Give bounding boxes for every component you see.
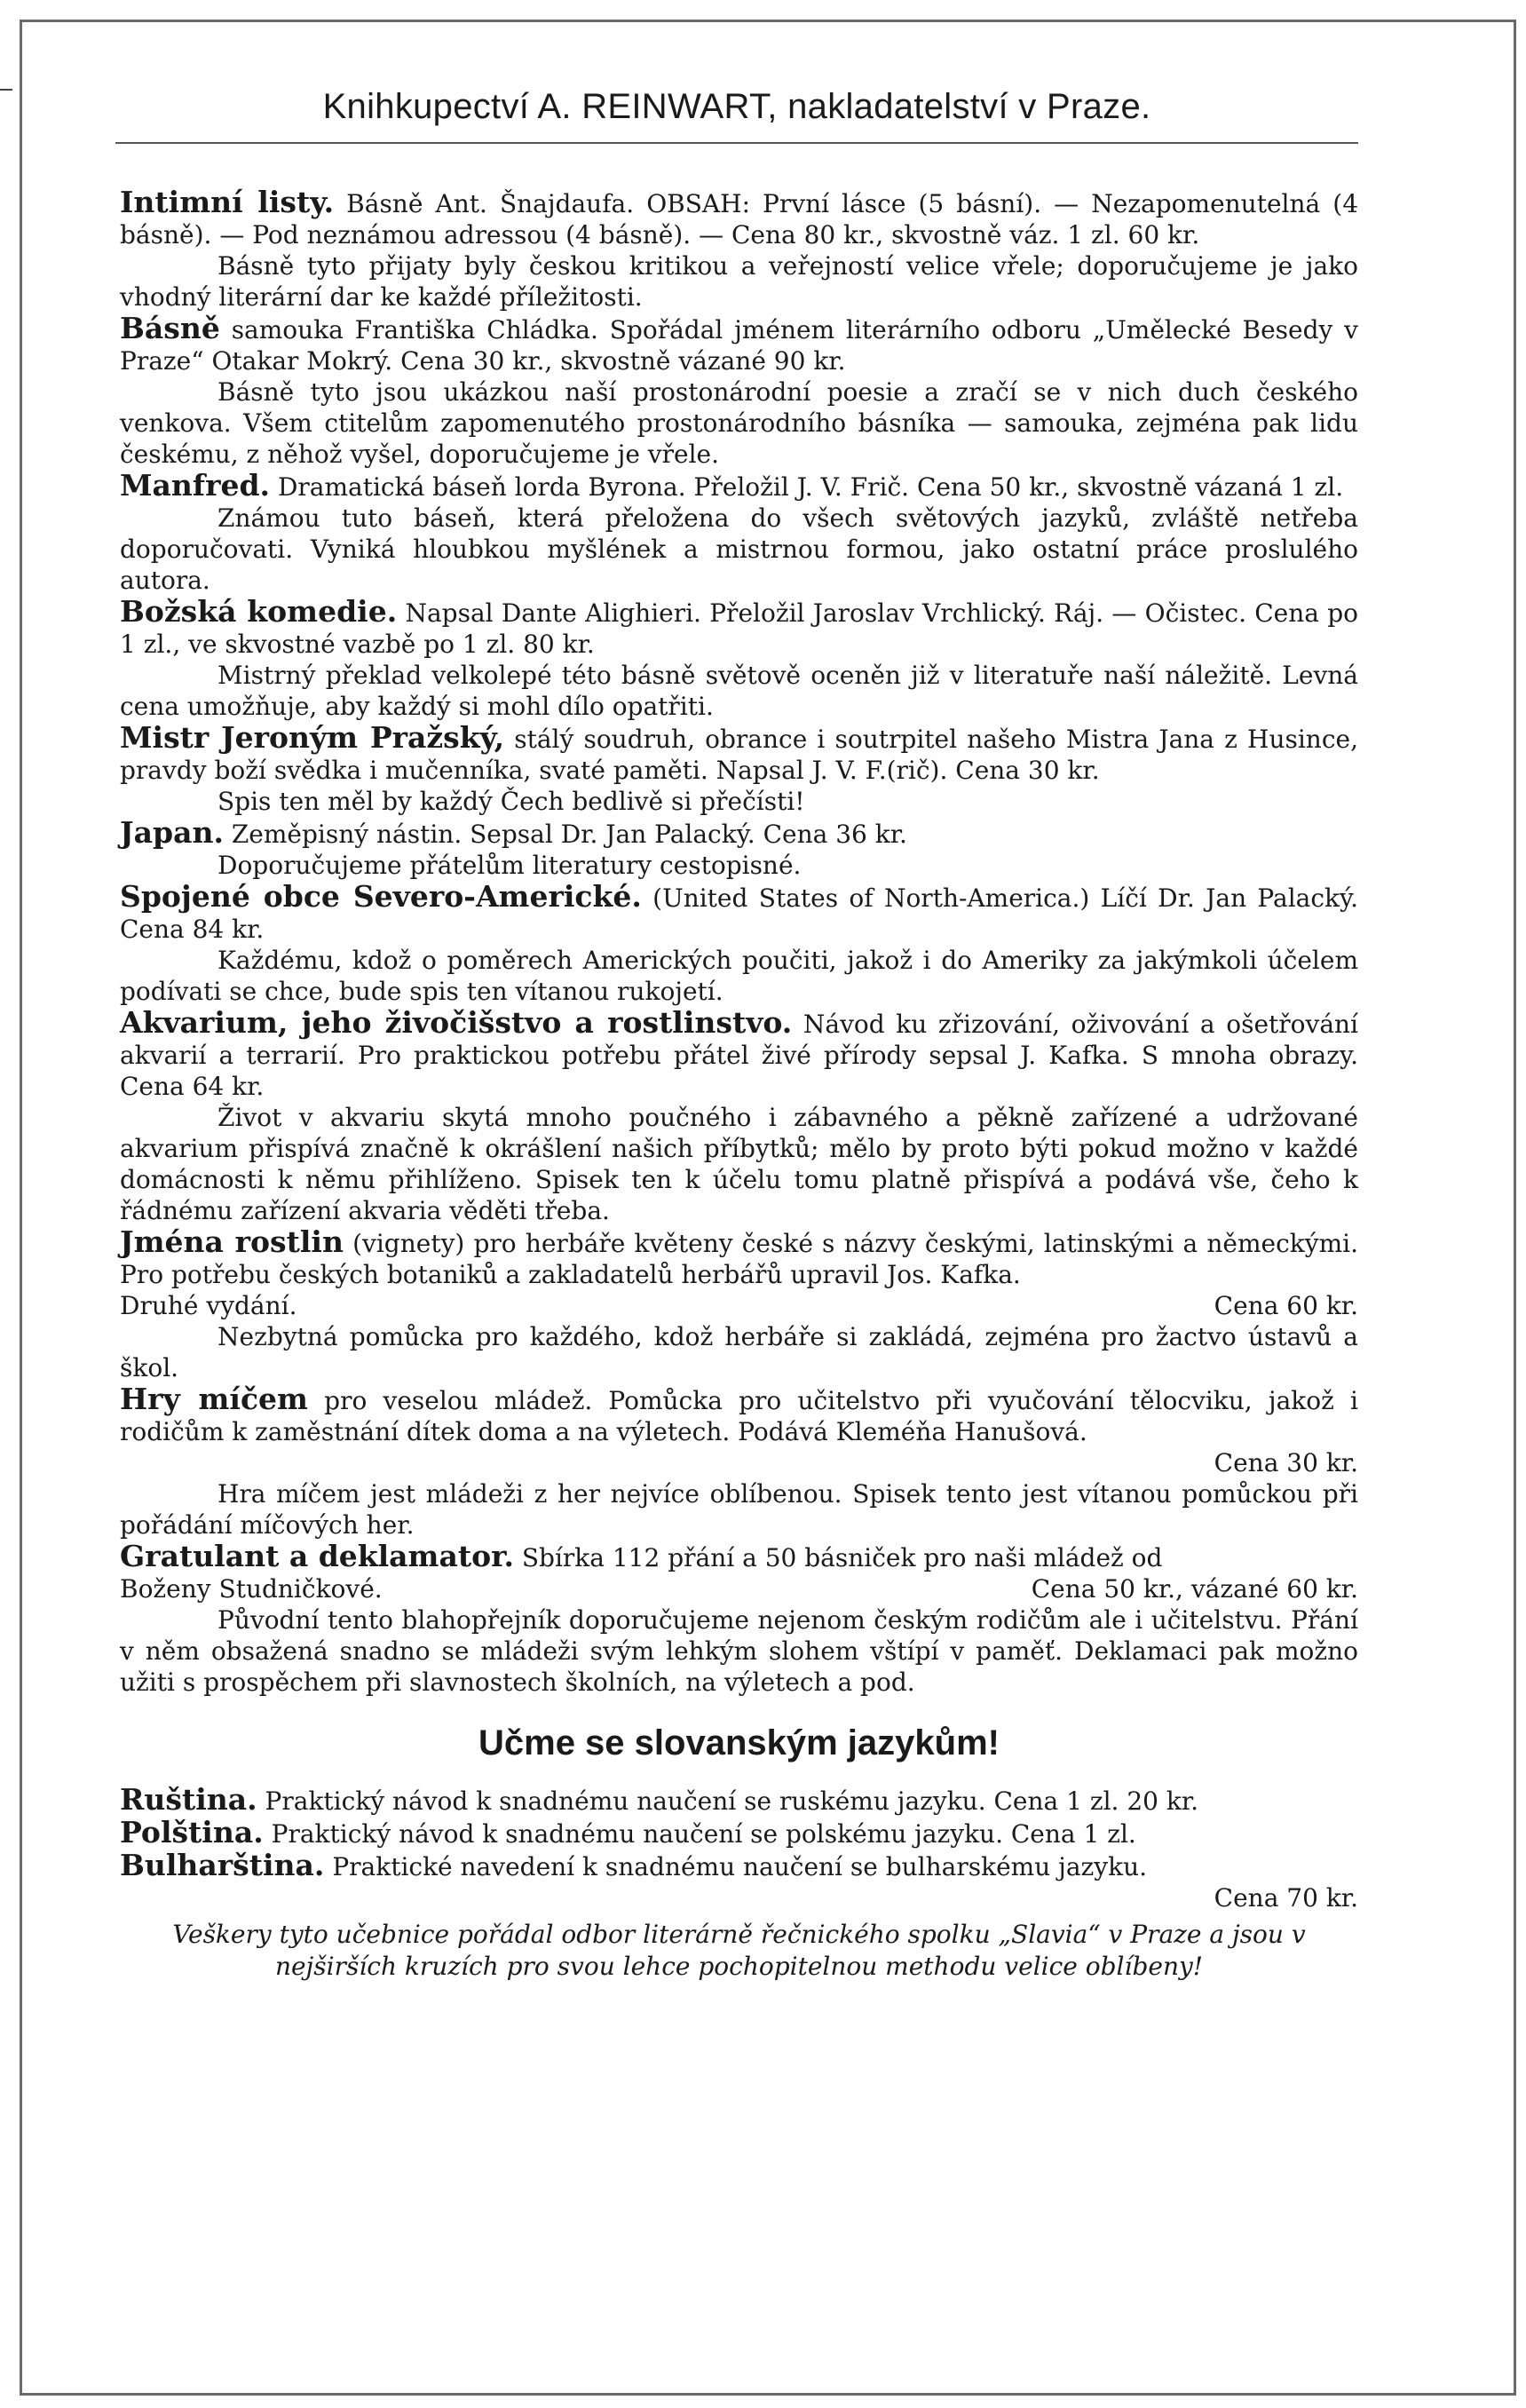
entry-title: Intimní listy. [120, 185, 335, 219]
language-entry [120, 1817, 1358, 1850]
page-header: Knihkupectví A. REINWART, nakladatelství v Praze. [322, 87, 1151, 126]
catalog-entry [120, 186, 1358, 313]
language-text: Praktické navedení k snadnému naučení se bulharskému jazyku. [332, 1852, 1147, 1881]
language-price: Cena 70 kr. [1214, 1883, 1358, 1913]
language-title: Ruština. [120, 1782, 257, 1817]
entry-title: Manfred. [120, 468, 271, 503]
entry-description: Doporučujeme přátelům literatury cestopisné. [217, 851, 802, 880]
catalog-entry [120, 1007, 1358, 1226]
language-text: Praktický návod k snadnému naučení se ruskému jazyku. Cena 1 zl. 20 kr. [265, 1786, 1199, 1816]
entry-description: Život v akvariu skytá mnoho poučného i zábavného a pěkně zařízené a udržované akvarium přispívá značně k okrášlení našich příbytků; mělo by proto býti pokud možno v každé domácnosti k němu přihlíženo. Spisek ten k účelu tomu platně přispívá a podává vše, čeho k řádnému zařízení akvaria věděti třeba. [120, 1103, 1358, 1225]
entry-title: Akvarium, jeho živočišstvo a rostlinstvo. [120, 1005, 793, 1040]
entry-text: Sbírka 112 přání a 50 básniček pro naši mládež od [521, 1543, 1163, 1572]
entry-text: Zeměpisný nástin. Sepsal Dr. Jan Palacký. Cena 36 kr. [231, 820, 907, 849]
catalog-entry [120, 1541, 1358, 1698]
catalog-entry [120, 596, 1358, 722]
language-title: Bulharština. [120, 1848, 325, 1882]
entry-description: Básně tyto přijaty byly českou kritikou a veřejností velice vřele; doporučujeme je jako vhodný literární dar ke každé příležitosti. [120, 251, 1358, 312]
entry-title: Jména rostlin [120, 1224, 344, 1259]
entry-description: Básně tyto jsou ukázkou naší prostonárodní poesie a zračí se v nich duch českého venkova. Všem ctitelům zapomenutého prostonárodního básníka — samouka, zejména pak lidu českému, z něhož vyšel, doporučujeme je vřele. [120, 377, 1358, 469]
entry-text: pro veselou mládež. Pomůcka pro učitelstvo při vyučování tělocviku, jakož i rodičům k zaměstnání dítek doma a na výletech. Podává Kleméňa Hanušová. [120, 1386, 1358, 1446]
entry-title: Božská komedie. [120, 594, 398, 629]
entry-text: (vignety) pro herbáře květeny české s názvy českými, latinskými a německými. Pro potřebu českých botaniků a zakladatelů herbářů upravil Jos. Kafka. [120, 1229, 1358, 1289]
catalog-entry [120, 881, 1358, 1007]
margin-mark [0, 89, 12, 91]
catalog-entry [120, 470, 1358, 596]
entry-text: Dramatická báseň lorda Byrona. Přeložil J. V. Frič. Cena 50 kr., skvostně vázaná 1 zl. [277, 472, 1344, 502]
entry-title: Hry míčem [120, 1382, 308, 1416]
entry-edition: Druhé vydání. [120, 1291, 297, 1320]
entry-title: Japan. [120, 815, 224, 850]
entry-title: Mistr Jeroným Pražský, [120, 720, 505, 755]
entry-description: Mistrný překlad velkolepé této básně světově oceněn již v literatuře naší náležitě. Levná cena umožňuje, aby každý si mohl dílo opatřiti. [120, 661, 1358, 721]
entry-text: stálý soudruh, obrance i soutrpitel našeho Mistra Jana z Husince, pravdy boží svědka i mučenníka, svaté paměti. Napsal J. V. F.(rič). Cena 30 kr. [120, 725, 1358, 785]
catalog-entry [120, 1383, 1358, 1541]
entry-description: Hra míčem jest mládeži z her nejvíce oblíbenou. Spisek tento jest vítanou pomůckou při pořádání míčových her. [120, 1479, 1358, 1540]
catalog-entry [120, 1226, 1358, 1383]
language-entry [120, 1850, 1358, 1913]
entry-description: Známou tuto báseň, která přeložena do všech světových jazyků, zvláště netřeba doporučovati. Vyniká hloubkou myšlének a mistrnou formou, jako ostatní práce proslulého autora. [120, 503, 1358, 595]
entry-title: Gratulant a deklamator. [120, 1539, 514, 1573]
catalog-entry [120, 313, 1358, 470]
entry-author: Boženy Studničkové. [120, 1574, 383, 1604]
section-title: Učme se slovanským jazykům! [478, 1723, 1000, 1762]
language-entry [120, 1784, 1358, 1817]
entry-description: Nezbytná pomůcka pro každého, kdož herbáře si zakládá, zejména pro žactvo ústavů a škol. [120, 1322, 1358, 1382]
entry-text: Napsal Dante Alighieri. Přeložil Jaroslav Vrchlický. Ráj. — Očistec. Cena po 1 zl., ve skvostné vazbě po 1 zl. 80 kr. [120, 598, 1358, 659]
entry-text: Básně Ant. Šnajdaufa. OBSAH: První lásce (5 básní). — Nezapomenutelná (4 básně). — Pod neznámou adressou (4 básně). — Cena 80 kr., skvostně váz. 1 zl. 60 kr. [120, 189, 1359, 250]
entry-text: (United States of North-America.) Líčí Dr. Jan Palacký. Cena 84 kr. [120, 883, 1359, 944]
entry-price: Cena 30 kr. [1214, 1448, 1358, 1477]
header-rule [115, 142, 1358, 144]
entry-title: Básně [120, 311, 220, 345]
catalog-entry [120, 722, 1358, 817]
footer-note: Veškery tyto učebnice pořádal odbor literárně řečnického spolku „Slavia“ v Praze a jsou v nejširších kruzích pro svou lehce pochopitelnou methodu velice oblíbeny! [172, 1920, 1306, 1981]
entry-price: Cena 60 kr. [1214, 1291, 1358, 1320]
entry-price: Cena 50 kr., vázané 60 kr. [1031, 1574, 1358, 1604]
language-title: Polština. [120, 1815, 264, 1850]
entry-text: samouka Františka Chládka. Spořádal jménem literárního odboru „Umělecké Besedy v Praze“ Otakar Mokrý. Cena 30 kr., skvostně vázané 90 kr. [120, 315, 1358, 376]
language-text: Praktický návod k snadnému naučení se polskému jazyku. Cena 1 zl. [271, 1819, 1136, 1849]
catalog-entry [120, 817, 1358, 881]
entry-description: Původní tento blahopřejník doporučujeme nejenom českým rodičům ale i učitelstvu. Přání v něm obsažená snadno se mládeži svým lehkým slohem vštípí v paměť. Deklamaci pak možno užiti s prospěchem při slavnostech školních, na výletech a pod. [120, 1605, 1358, 1697]
entry-title: Spojené obce Severo-Americké. [120, 879, 642, 914]
entry-description: Každému, kdož o poměrech Amerických poučiti, jakož i do Ameriky za jakýmkoli účelem podívati se chce, bude spis ten vítanou rukojetí. [120, 946, 1358, 1006]
entry-description: Spis ten měl by každý Čech bedlivě si přečísti! [217, 787, 805, 816]
entry-text: Návod ku zřizování, oživování a ošetřování akvarií a terrarií. Pro praktickou potřebu přátel živé přírody sepsal J. Kafka. S mnoha obrazy. Cena 64 kr. [120, 1010, 1359, 1101]
catalog-content [120, 186, 1358, 1983]
